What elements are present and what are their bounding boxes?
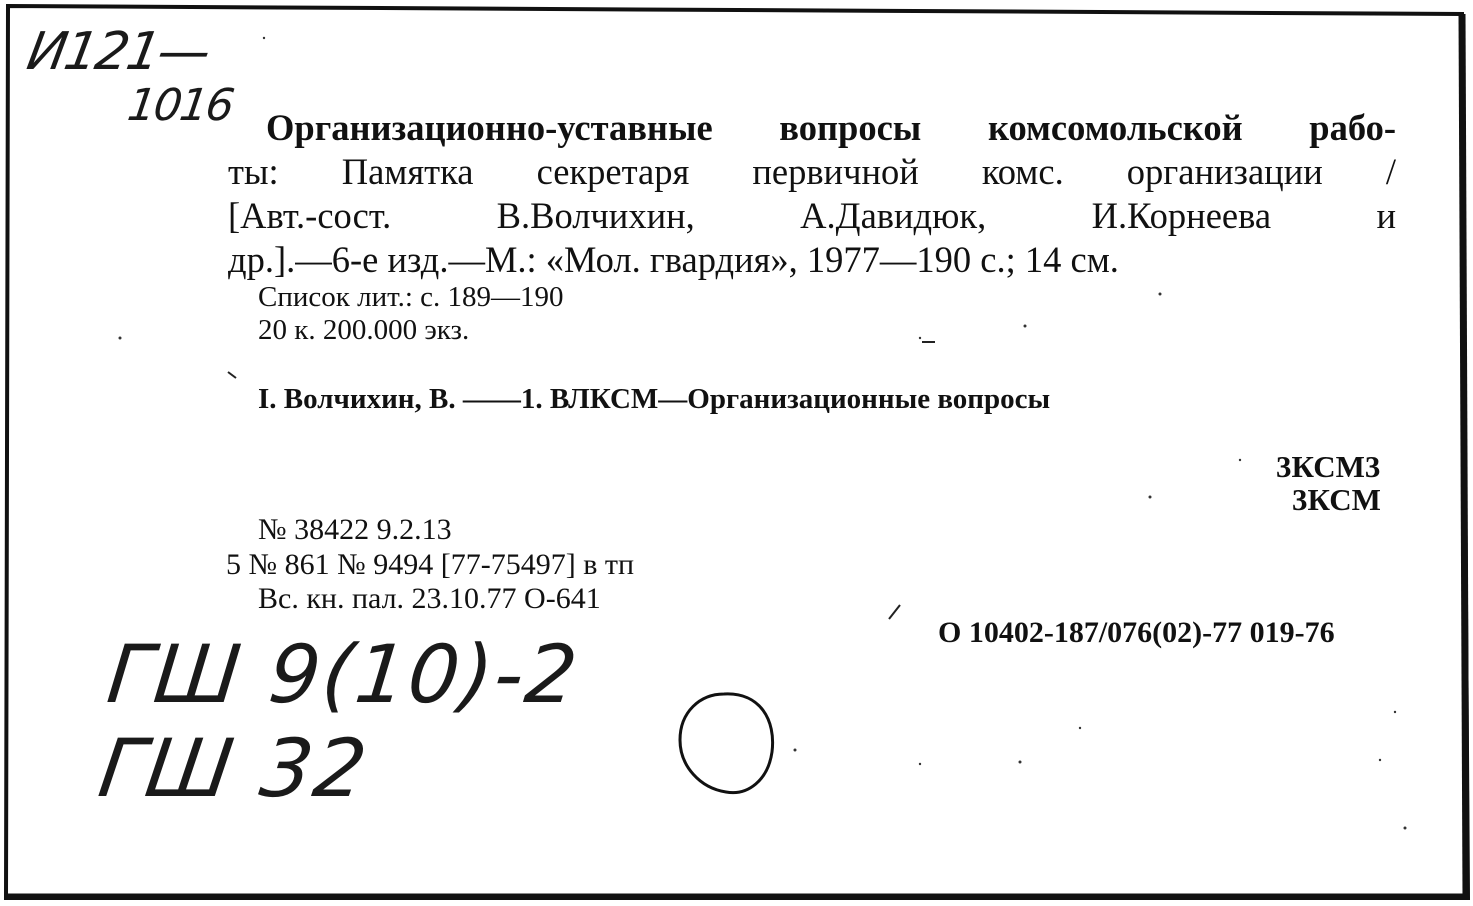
classification-index-2: 3КСМ [1292,482,1381,517]
bibliographic-description [228,106,1396,282]
title-line: Организационно-уставные вопросы комсомольской рабо- [266,107,1396,148]
stamp-circle [680,694,773,793]
card-number: № 38422 9.2.13 [258,513,452,546]
order-numbers: 5 № 861 № 9494 [77-75497] в тп [226,548,635,581]
literature-note: Список лит.: с. 189—190 [258,281,564,313]
book-chamber-note: Вс. кн. пал. 23.10.77 О-641 [258,582,601,615]
handwritten-shelf-number: 1016 [124,80,236,131]
title-line: др.].—6-е изд.—М.: «Мол. гвардия», 1977—190 с.; 14 см. [228,239,1119,280]
price-print-run: 20 к. 200.000 экз. [258,314,470,346]
publisher-code: О 10402-187/076(02)-77 019-76 [938,616,1335,649]
handwritten-shelf-mark-top: И121— [22,22,214,82]
handwritten-call-number-1: ГШ 9(10)-2 [103,628,584,721]
subject-tracings: I. Волчихин, В. ——1. ВЛКСМ—Организационные вопросы [258,383,1051,415]
classification-index-1: 3КСМ3 [1276,449,1381,484]
title-line: [Авт.-сост. В.Волчихин, А.Давидюк, И.Корнеева и [228,195,1396,236]
handwritten-call-number-2: ГШ 32 [93,722,374,815]
title-line: ты: Памятка секретаря первичной комс. организации / [228,151,1396,192]
